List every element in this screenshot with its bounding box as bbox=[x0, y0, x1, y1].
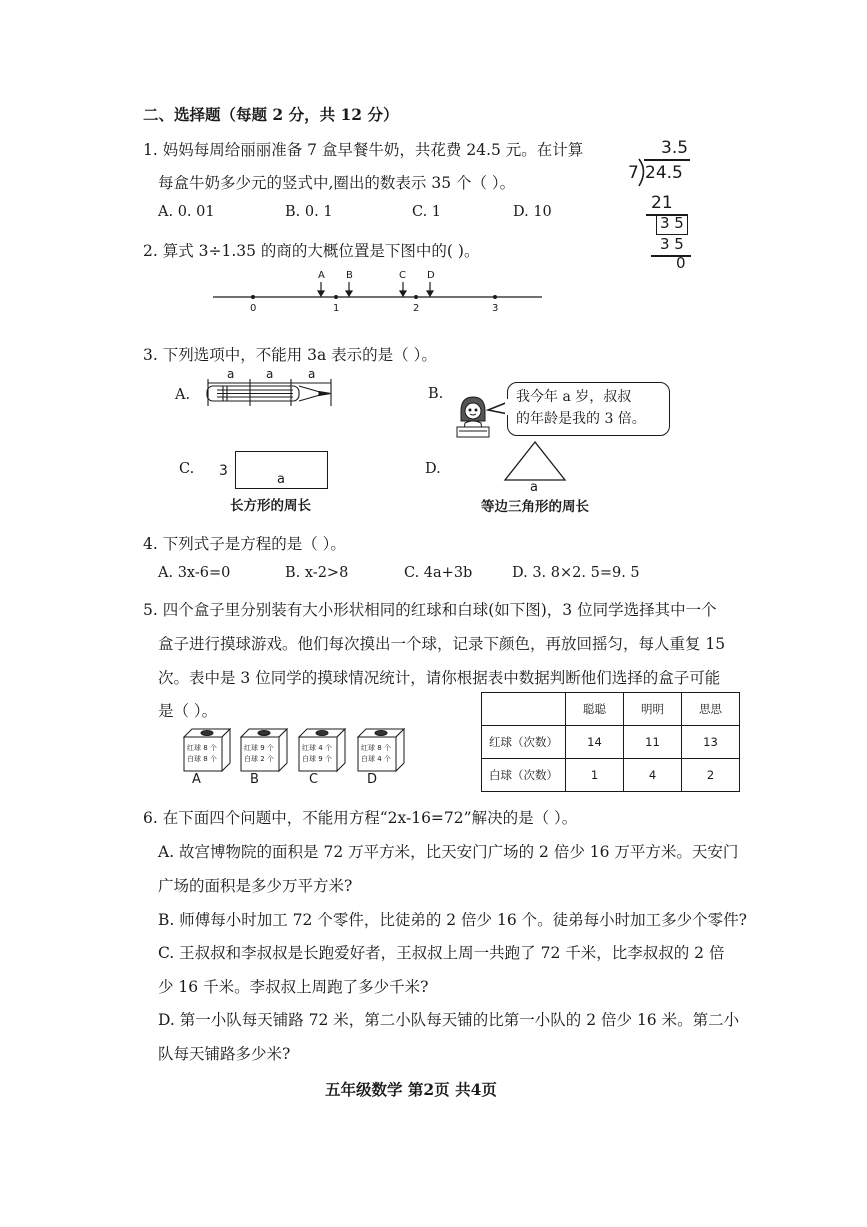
q3-option-d-label[interactable]: D. bbox=[425, 461, 441, 477]
box-b-letter: B bbox=[250, 772, 259, 787]
stats-table bbox=[481, 692, 740, 792]
table-cell: 14 bbox=[566, 726, 624, 759]
triangle-shape bbox=[502, 440, 568, 482]
table-cell: 11 bbox=[624, 726, 682, 759]
bubble-line-2: 的年龄是我的 3 倍。 bbox=[516, 411, 646, 427]
division-divisor: 7 bbox=[628, 163, 639, 183]
page-footer: 五年级数学 第2页 共4页 bbox=[325, 1080, 497, 1099]
q1-line2: 每盒牛奶多少元的竖式中,圈出的数表示 35 个（ ）。 bbox=[158, 174, 516, 192]
q1-option-d[interactable]: D. 10 bbox=[513, 204, 552, 220]
box-c-white: 白球 9 个 bbox=[302, 755, 332, 763]
q1-option-a[interactable]: A. 0. 01 bbox=[158, 204, 215, 220]
marker-a: A bbox=[318, 270, 325, 281]
q6-option-d-line1[interactable]: D. 第一小队每天铺路 72 米，第二小队每天铺的比第一小队的 2 倍少 16 米。第二小 bbox=[158, 1011, 740, 1029]
table-cell: 4 bbox=[624, 759, 682, 792]
table-row bbox=[482, 726, 740, 759]
marker-b: B bbox=[346, 270, 353, 281]
q6-option-c-line1[interactable]: C. 王叔叔和李叔叔是长跑爱好者，王叔叔上周一共跑了 72 千米，比李叔叔的 2 倍 bbox=[158, 944, 725, 962]
division-step2: 3 5 bbox=[660, 235, 684, 253]
q6-option-d-line2: 队每天铺路多少米? bbox=[158, 1045, 291, 1063]
box-b-red: 红球 9 个 bbox=[244, 744, 274, 752]
tick-0: 0 bbox=[250, 303, 257, 314]
pencil-seg-1: a bbox=[227, 367, 235, 381]
q1-option-c[interactable]: C. 1 bbox=[412, 204, 442, 220]
table-cell: 13 bbox=[682, 726, 740, 759]
triangle-side-label: a bbox=[530, 480, 538, 495]
q2-text: 2. 算式 3÷1.35 的商的大概位置是下图中的( )。 bbox=[143, 242, 480, 260]
pencil-seg-3: a bbox=[308, 367, 316, 381]
q4-option-c[interactable]: C. 4a+3b bbox=[404, 565, 473, 581]
q5-line4: 是（ ）。 bbox=[158, 702, 218, 720]
table-cell: 白球（次数） bbox=[482, 759, 566, 792]
rect-caption: 长方形的周长 bbox=[230, 498, 311, 514]
table-row bbox=[482, 759, 740, 792]
q1-line1: 1. 妈妈每周给丽丽准备 7 盒早餐牛奶，共花费 24.5 元。在计算 bbox=[143, 141, 584, 159]
division-boxed: 3 5 bbox=[660, 214, 684, 232]
pencil-icon bbox=[203, 374, 338, 410]
q3-option-b-label[interactable]: B. bbox=[428, 386, 444, 402]
speech-bubble bbox=[507, 382, 670, 436]
division-step1: 21 bbox=[651, 193, 673, 213]
tick-1: 1 bbox=[333, 303, 340, 314]
pencil-seg-2: a bbox=[266, 367, 274, 381]
tick-3: 3 bbox=[492, 303, 499, 314]
table-cell: 红球（次数） bbox=[482, 726, 566, 759]
q6-option-a-line2: 广场的面积是多少万平方米? bbox=[158, 877, 353, 895]
q1-option-b[interactable]: B. 0. 1 bbox=[285, 204, 333, 220]
table-header-cell bbox=[482, 693, 566, 726]
box-c-letter: C bbox=[309, 772, 319, 787]
rect-length-label: a bbox=[277, 472, 285, 487]
table-header-cell: 思思 bbox=[682, 693, 740, 726]
q3-text: 3. 下列选项中，不能用 3a 表示的是（ ）。 bbox=[143, 346, 437, 364]
q4-text: 4. 下列式子是方程的是（ ）。 bbox=[143, 535, 346, 553]
q3-option-a-label[interactable]: A. bbox=[175, 387, 191, 403]
q4-option-a[interactable]: A. 3x-6=0 bbox=[158, 565, 231, 581]
box-d-letter: D bbox=[367, 772, 378, 787]
table-header-cell: 明明 bbox=[624, 693, 682, 726]
tick-2: 2 bbox=[413, 303, 420, 314]
q6-option-a-line1[interactable]: A. 故宫博物院的面积是 72 万平方米，比天安门广场的 2 倍少 16 万平方米。天安门 bbox=[158, 843, 739, 861]
table-cell: 1 bbox=[566, 759, 624, 792]
table-cell: 2 bbox=[682, 759, 740, 792]
q5-line1: 5. 四个盒子里分别装有大小形状相同的红球和白球(如下图)，3 位同学选择其中一个 bbox=[143, 601, 717, 619]
q5-line2: 盒子进行摸球游戏。他们每次摸出一个球，记录下颜色，再放回摇匀，每人重复 15 bbox=[158, 635, 726, 653]
q6-text: 6. 在下面四个问题中，不能用方程“2x-16=72”解决的是（ ）。 bbox=[143, 809, 578, 827]
triangle-caption: 等边三角形的周长 bbox=[481, 499, 589, 515]
division-dividend: 24.5 bbox=[645, 163, 683, 183]
marker-d: D bbox=[427, 270, 435, 281]
box-a-letter: A bbox=[192, 772, 201, 787]
bubble-line-1: 我今年 a 岁，叔叔 bbox=[516, 389, 632, 405]
box-c-red: 红球 4 个 bbox=[302, 744, 332, 752]
q5-line3: 次。表中是 3 位同学的摸球情况统计，请你根据表中数据判断他们选择的盒子可能 bbox=[158, 669, 721, 687]
table-header-row bbox=[482, 693, 740, 726]
box-d-red: 红球 8 个 bbox=[361, 744, 391, 752]
box-a-red: 红球 8 个 bbox=[187, 744, 217, 752]
box-d-white: 白球 4 个 bbox=[361, 755, 391, 763]
q6-option-c-line2: 少 16 千米。李叔叔上周跑了多少千米? bbox=[158, 978, 429, 996]
division-quotient: 3.5 bbox=[661, 138, 689, 158]
division-remainder: 0 bbox=[676, 254, 686, 272]
box-a-white: 白球 8 个 bbox=[187, 755, 217, 763]
marker-c: C bbox=[399, 270, 406, 281]
box-b-white: 白球 2 个 bbox=[244, 755, 274, 763]
q4-option-d[interactable]: D. 3. 8×2. 5=9. 5 bbox=[512, 565, 640, 581]
section-title: 二、选择题（每题 2 分，共 12 分） bbox=[143, 105, 399, 124]
table-header-cell: 聪聪 bbox=[566, 693, 624, 726]
q3-option-c-label[interactable]: C. bbox=[179, 461, 195, 477]
rect-side-label: 3 bbox=[219, 463, 228, 479]
q6-option-b[interactable]: B. 师傅每小时加工 72 个零件，比徒弟的 2 倍少 16 个。徒弟每小时加工多少个零件? bbox=[158, 911, 747, 929]
q4-option-b[interactable]: B. x-2>8 bbox=[285, 565, 349, 581]
